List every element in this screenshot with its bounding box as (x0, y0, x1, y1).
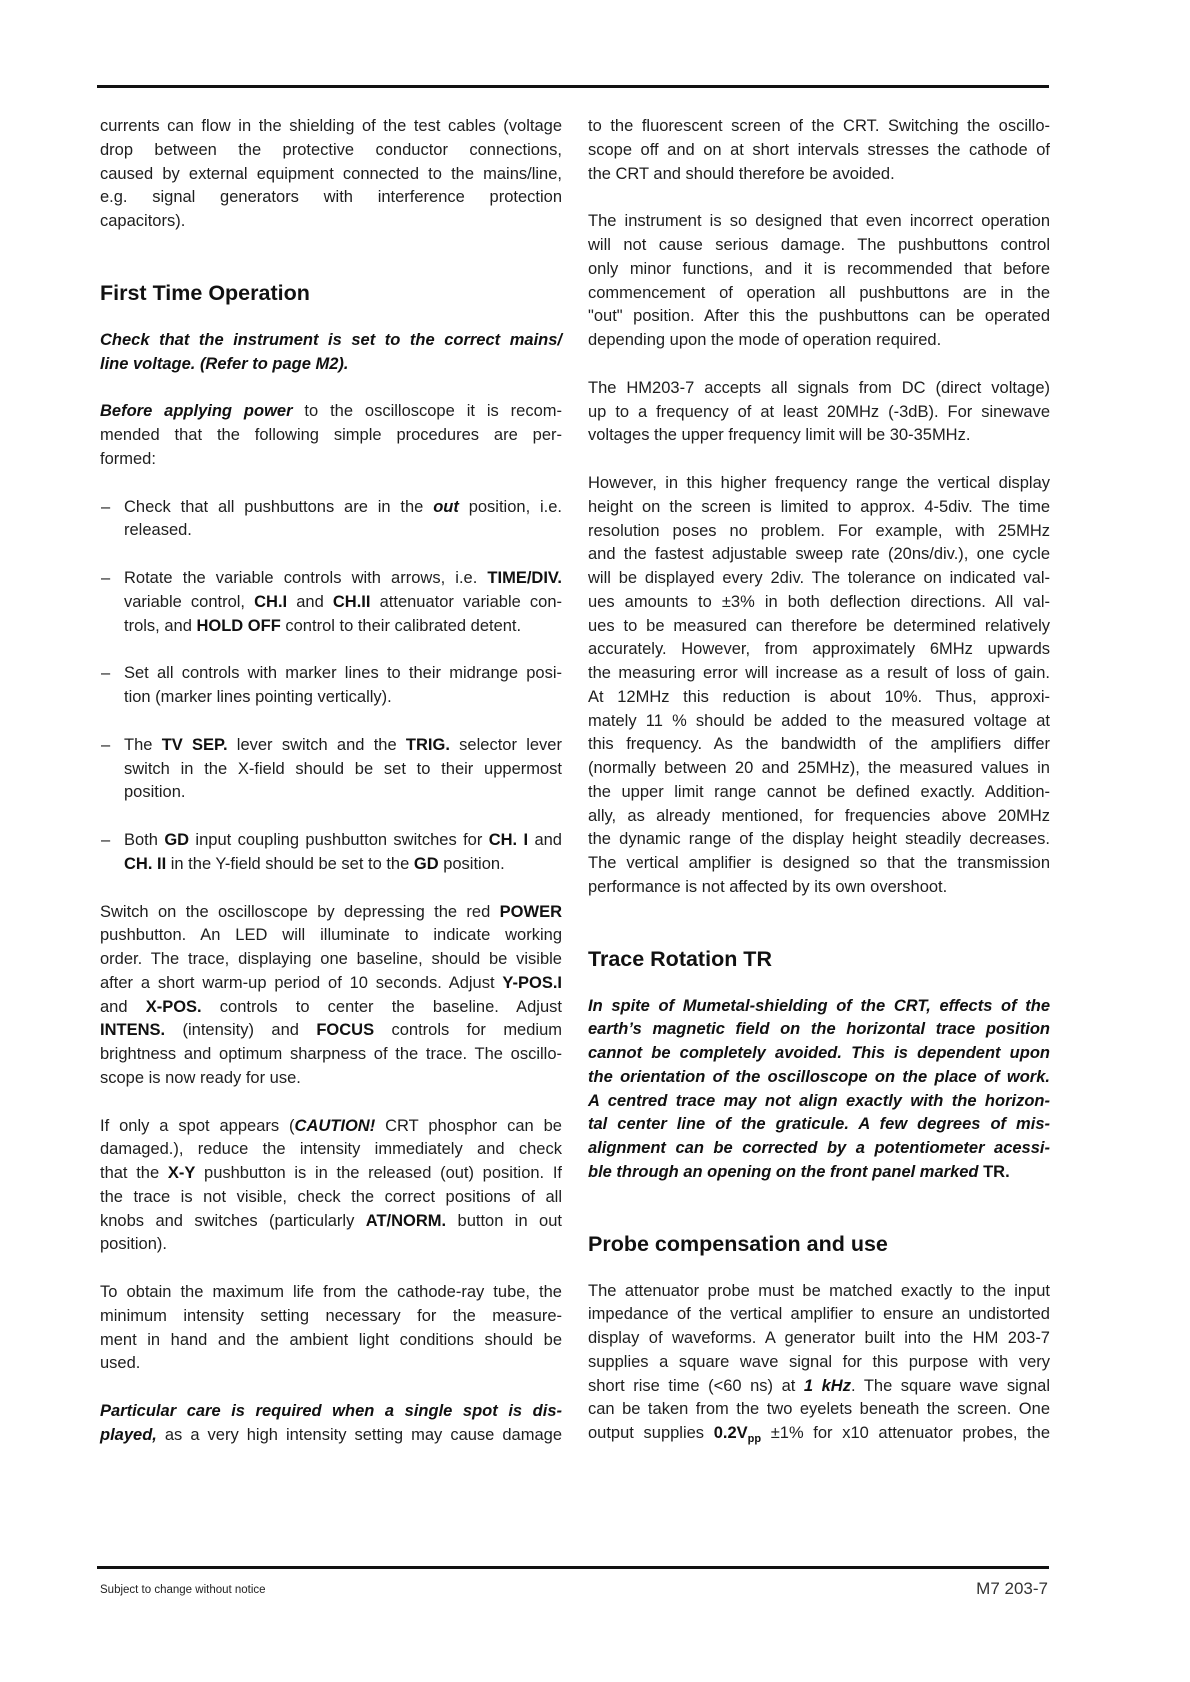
text-run: capacitors). (100, 212, 186, 230)
bold-text: TV SEP. (161, 735, 228, 754)
text-line (588, 757, 1050, 781)
text-line (100, 448, 562, 472)
text-line (124, 829, 562, 853)
bold-italic-text: Particular care is required when a single spot is dis- (100, 1402, 562, 1420)
text-line (100, 353, 562, 377)
text-run: controls to center the baseline. Adjust (201, 997, 562, 1016)
text-line (588, 472, 1050, 496)
paragraph (100, 901, 562, 1091)
text-run: selector lever (449, 735, 562, 754)
bold-text: CH.II (332, 592, 371, 611)
bold-italic-text: alignment can be corrected by a potentiometer acessi- (588, 1139, 1050, 1157)
text-line (588, 1280, 1050, 1304)
text-line (588, 234, 1050, 258)
text-line (588, 282, 1050, 306)
text-line (124, 615, 562, 639)
paragraph (588, 210, 1050, 353)
text-line (124, 734, 562, 758)
text-line (588, 615, 1050, 639)
text-line (100, 1329, 562, 1353)
text-run: to the oscilloscope it is recom- (292, 402, 562, 421)
text-run: ues amounts to ±3% in both deflection directions. All val- (588, 592, 1050, 611)
bold-text: 0.2V (713, 1424, 748, 1442)
text-line (100, 996, 562, 1020)
bold-text: X-POS. (145, 997, 202, 1016)
bold-italic-text: A centred trace may not align exactly with the horizon- (588, 1091, 1050, 1110)
text-run: and the fastest adjustable sweep rate (20ns/div.), one cycle (588, 545, 1050, 564)
text-line (100, 163, 562, 187)
text-line (588, 876, 1050, 900)
text-line (588, 1161, 1050, 1185)
text-line (588, 163, 1050, 187)
text-line (588, 781, 1050, 805)
list-item (100, 496, 562, 544)
text-line (588, 995, 1050, 1019)
text-run: brightness and optimum sharpness of the trace. The oscillo- (100, 1045, 562, 1063)
bold-italic-text: the orientation of the oscilloscope on the place of work. (588, 1067, 1050, 1086)
text-line (100, 1043, 562, 1067)
text-line (588, 496, 1050, 520)
text-run: switch in the X-field should be set to their uppermost (124, 759, 562, 778)
bold-italic-text: ble through an opening on the front panel marked (588, 1162, 984, 1181)
text-line (100, 1305, 562, 1329)
text-line (100, 948, 562, 972)
text-run: position). (100, 1235, 167, 1254)
bold-text: CH. II (124, 854, 167, 873)
paragraph (100, 1400, 562, 1448)
bold-italic-text: CAUTION! (294, 1116, 376, 1135)
text-run: and (287, 592, 333, 611)
page-number: M7 203-7 (976, 1579, 1048, 1598)
text-line (588, 377, 1050, 401)
text-line (588, 1422, 1050, 1448)
text-line (100, 901, 562, 925)
list-item (100, 567, 562, 638)
text-line (588, 805, 1050, 829)
text-line (100, 1210, 562, 1234)
bold-text: TIME/DIV. (487, 569, 562, 587)
text-line (100, 972, 562, 996)
section-heading: Trace Rotation TR (588, 946, 772, 971)
bold-text: AT/NORM. (365, 1211, 447, 1230)
paragraph (100, 1115, 562, 1258)
bullet-dash: – (101, 831, 111, 849)
text-run: drop between the protective conductor connections, (100, 140, 562, 159)
text-run: will not cause serious damage. The pushbuttons control (588, 236, 1050, 254)
bold-text: GD (164, 831, 190, 849)
text-line (588, 401, 1050, 425)
text-run: output supplies (588, 1424, 714, 1442)
paragraph (588, 472, 1050, 900)
text-run: the measuring error will increase as a result of loss of gain. (588, 664, 1050, 682)
text-run: ues to be measured can therefore be determined relatively (588, 616, 1050, 635)
text-run: knobs and switches (particularly (100, 1211, 366, 1230)
text-line (588, 1018, 1050, 1042)
text-run: position. (438, 854, 505, 873)
bold-italic-text: tal center line of the graticule. A few degrees of mis- (588, 1115, 1050, 1134)
text-line (100, 210, 562, 234)
text-run: "out" position. After this the pushbuttons can be operated (588, 307, 1050, 326)
text-run: pushbutton is in the released (out) position. If (195, 1164, 562, 1182)
text-line (588, 258, 1050, 282)
text-run: after a short warm-up period of 10 seconds. Adjust (100, 973, 503, 992)
text-run: lever switch and the (227, 735, 406, 754)
bold-italic-text: 1 kHz (803, 1376, 851, 1395)
text-run: damaged.), reduce the intensity immediately and check (100, 1140, 562, 1159)
text-run: e.g. signal generators with interference protection (100, 188, 562, 207)
text-line (588, 115, 1050, 139)
text-line (124, 781, 562, 805)
text-line (100, 115, 562, 139)
text-run: Check that all pushbuttons are in the (124, 497, 434, 516)
text-run: Set all controls with marker lines to their midrange posi- (124, 664, 562, 683)
text-line (100, 139, 562, 163)
bold-italic-text: line voltage. (Refer to page M2). (100, 354, 349, 373)
bold-text: Y-POS.I (502, 973, 562, 992)
bold-text: CH.I (254, 592, 288, 611)
text-line (588, 139, 1050, 163)
bold-text: X-Y (167, 1164, 196, 1182)
text-run: caused by external equipment connected to the mains/line, (100, 164, 562, 183)
bold-italic-text: Before applying power (100, 402, 293, 421)
text-line (588, 591, 1050, 615)
text-run: Rotate the variable controls with arrows, i.e. (124, 569, 488, 587)
text-run: currents can flow in the shielding of the test cables (voltage (100, 117, 562, 135)
text-run: The attenuator probe must be matched exactly to the input (588, 1281, 1050, 1300)
text-run: input coupling pushbutton switches for (189, 831, 489, 849)
paragraph (588, 995, 1050, 1185)
text-line (124, 853, 562, 877)
text-run: variable control, (124, 592, 255, 611)
text-line (588, 686, 1050, 710)
text-run: in the Y-field should be set to the (166, 854, 414, 873)
text-line (100, 1019, 562, 1043)
text-line (100, 1115, 562, 1139)
text-run: the CRT and should therefore be avoided. (588, 164, 895, 183)
text-run: position. (124, 783, 186, 802)
text-line (100, 1400, 562, 1424)
text-run: short rise time (<60 ns) at (588, 1376, 804, 1395)
text-line (588, 662, 1050, 686)
text-run: However, in this higher frequency range the vertical display (588, 474, 1050, 492)
text-line (100, 400, 562, 424)
text-run: The HM203-7 accepts all signals from DC (direct voltage) (588, 378, 1050, 397)
right-column (588, 115, 1050, 1448)
bottom-rule (97, 1566, 1049, 1569)
text-run: pushbutton. An LED will illuminate to indicate working (100, 926, 562, 945)
bold-italic-text: Check that the instrument is set to the correct mains/ (100, 330, 562, 349)
text-run: The (124, 735, 162, 754)
text-line (588, 424, 1050, 448)
text-run: At 12MHz this reduction is about 10%. Thus, approxi- (588, 687, 1050, 706)
text-run: display of waveforms. A generator built into the HM 203-7 (588, 1329, 1050, 1347)
bold-text: TR. (983, 1162, 1010, 1181)
bold-text: FOCUS (316, 1021, 375, 1040)
bold-subscript-text: pp (747, 1433, 762, 1445)
text-run: (normally between 20 and 25MHz), the measured values in (588, 759, 1050, 777)
text-run: used. (100, 1354, 141, 1373)
text-run: only minor functions, and it is recommended that before (588, 259, 1050, 278)
text-run: minimum intensity setting necessary for the measure- (100, 1306, 562, 1325)
text-run: mended that the following simple procedures are per- (100, 426, 562, 444)
text-line (588, 1042, 1050, 1066)
text-line (124, 686, 562, 710)
text-run: resolution poses no problem. For example, with 25MHz (588, 521, 1050, 540)
text-line (100, 1138, 562, 1162)
text-run: and (100, 997, 146, 1016)
text-line (124, 519, 562, 543)
bold-text: INTENS. (100, 1021, 166, 1040)
paragraph (100, 400, 562, 471)
paragraph (100, 1281, 562, 1376)
text-run: to the fluorescent screen of the CRT. Switching the oscillo- (588, 117, 1050, 135)
text-line (100, 1162, 562, 1186)
text-line (588, 305, 1050, 329)
text-run: the trace is not visible, check the correct positions of all (100, 1187, 562, 1206)
text-run: ±1% for x10 attenuator probes, the (761, 1424, 1050, 1442)
bold-italic-text: out (433, 497, 459, 516)
text-run: Both (124, 831, 165, 849)
text-line (588, 1375, 1050, 1399)
bold-text: TRIG. (405, 735, 450, 754)
text-run: up to a frequency of at least 20MHz (-3dB). For sinewave (588, 402, 1050, 421)
section-heading: First Time Operation (100, 280, 310, 305)
text-line (588, 567, 1050, 591)
text-line (100, 424, 562, 448)
text-line (588, 638, 1050, 662)
text-run: impedance of the vertical amplifier to ensure an undistorted (588, 1305, 1050, 1324)
text-run: attenuator variable con- (370, 592, 563, 611)
bold-italic-text: cannot be completely avoided. This is dependent upon (588, 1044, 1050, 1062)
text-run: the dynamic range of the display height steadily decreases. (588, 830, 1050, 849)
text-run: order. The trace, displaying one baseline, should be visible (100, 950, 562, 968)
paragraph (588, 377, 1050, 448)
text-line (588, 1398, 1050, 1422)
text-run: supplies a square wave signal for this purpose with very (588, 1352, 1050, 1371)
text-line (588, 828, 1050, 852)
text-line (100, 1233, 562, 1257)
bold-italic-text: earth’s magnetic field on the horizontal trace position (588, 1020, 1050, 1039)
text-run: as a very high intensity setting may cause damage (156, 1425, 562, 1444)
bullet-dash: – (101, 569, 111, 587)
text-run: height on the screen is limited to approx. 4-5div. The time (588, 497, 1050, 516)
text-run: released. (124, 521, 192, 540)
text-line (124, 662, 562, 686)
text-run: control to their calibrated detent. (280, 616, 522, 635)
text-line (100, 186, 562, 210)
text-line (588, 1137, 1050, 1161)
text-line (588, 210, 1050, 234)
text-run: ally, as already mentioned, for frequencies above 20MHz (588, 806, 1050, 825)
paragraph (100, 115, 562, 234)
text-run: scope off and on at short intervals stresses the cathode of (588, 140, 1050, 159)
text-run: performance is not affected by its own overshoot. (588, 877, 948, 896)
text-line (100, 1352, 562, 1376)
text-line (100, 1186, 562, 1210)
text-run: . The square wave signal (850, 1376, 1050, 1395)
text-line (588, 1303, 1050, 1327)
text-line (100, 1067, 562, 1091)
list-item (100, 662, 562, 710)
text-line (124, 567, 562, 591)
text-run: button in out (446, 1211, 562, 1230)
text-line (588, 1351, 1050, 1375)
text-run: trols, and (124, 616, 197, 635)
text-run: The instrument is so designed that even incorrect operation (588, 212, 1050, 231)
text-line (124, 496, 562, 520)
paragraph (588, 115, 1050, 186)
bold-italic-text: played, (100, 1425, 157, 1444)
text-run: tion (marker lines pointing vertically). (124, 688, 392, 706)
list-item (100, 734, 562, 805)
text-line (588, 1090, 1050, 1114)
bullet-dash: – (101, 497, 111, 516)
text-run: scope is now ready for use. (100, 1068, 301, 1087)
bold-text: CH. I (488, 831, 529, 849)
text-run: will be displayed every 2div. The tolerance on indicated val- (588, 569, 1050, 587)
bullet-dash: – (101, 735, 111, 754)
text-run: accurately. However, from approximately 6MHz upwards (588, 640, 1050, 659)
text-run: can be taken from the two eyelets beneath the screen. One (588, 1400, 1050, 1419)
bold-text: POWER (499, 902, 562, 921)
paragraph (100, 329, 562, 377)
bullet-dash: – (101, 664, 111, 683)
text-line (588, 543, 1050, 567)
bold-text: GD (413, 854, 439, 873)
text-run: formed: (100, 449, 156, 468)
text-run: Switch on the oscilloscope by depressing the red (100, 902, 500, 921)
text-run: depending upon the mode of operation required. (588, 331, 942, 349)
text-run: CRT phosphor can be (375, 1116, 562, 1135)
bold-text: HOLD OFF (196, 616, 281, 635)
text-line (100, 924, 562, 948)
text-run: controls for medium (374, 1021, 562, 1040)
text-line (588, 852, 1050, 876)
text-run: ment in hand and the ambient light conditions should be (100, 1330, 562, 1349)
text-line (588, 1327, 1050, 1351)
text-line (588, 1113, 1050, 1137)
text-line (100, 1281, 562, 1305)
text-line (100, 1424, 562, 1448)
text-run: mately 11 % should be added to the measured voltage at (588, 711, 1050, 730)
text-line (588, 329, 1050, 353)
text-run: that the (100, 1164, 168, 1182)
text-run: commencement of operation all pushbuttons are in the (588, 283, 1050, 302)
text-run: (intensity) and (165, 1021, 317, 1040)
text-line (588, 520, 1050, 544)
top-rule (97, 85, 1049, 88)
text-line (100, 329, 562, 353)
text-line (124, 591, 562, 615)
footer-notice: Subject to change without notice (100, 1584, 266, 1596)
text-run: this frequency. As the bandwidth of the amplifiers differ (588, 735, 1050, 754)
paragraph (588, 1280, 1050, 1448)
left-column (100, 115, 562, 1448)
text-run: position, i.e. (458, 497, 563, 516)
text-line (124, 758, 562, 782)
text-run: voltages the upper frequency limit will be 30-35MHz. (588, 426, 971, 445)
text-line (588, 1066, 1050, 1090)
text-run: The vertical amplifier is designed so that the transmission (588, 854, 1050, 872)
text-run: the upper limit range cannot be defined exactly. Addition- (588, 782, 1050, 801)
bold-italic-text: In spite of Mumetal-shielding of the CRT, effects of the (588, 996, 1050, 1015)
text-run: and (528, 831, 562, 849)
text-run: To obtain the maximum life from the cathode-ray tube, the (100, 1283, 562, 1301)
text-line (588, 710, 1050, 734)
list-item (100, 829, 562, 877)
text-line (588, 733, 1050, 757)
section-heading: Probe compensation and use (588, 1231, 888, 1256)
text-run: If only a spot appears ( (100, 1116, 295, 1135)
